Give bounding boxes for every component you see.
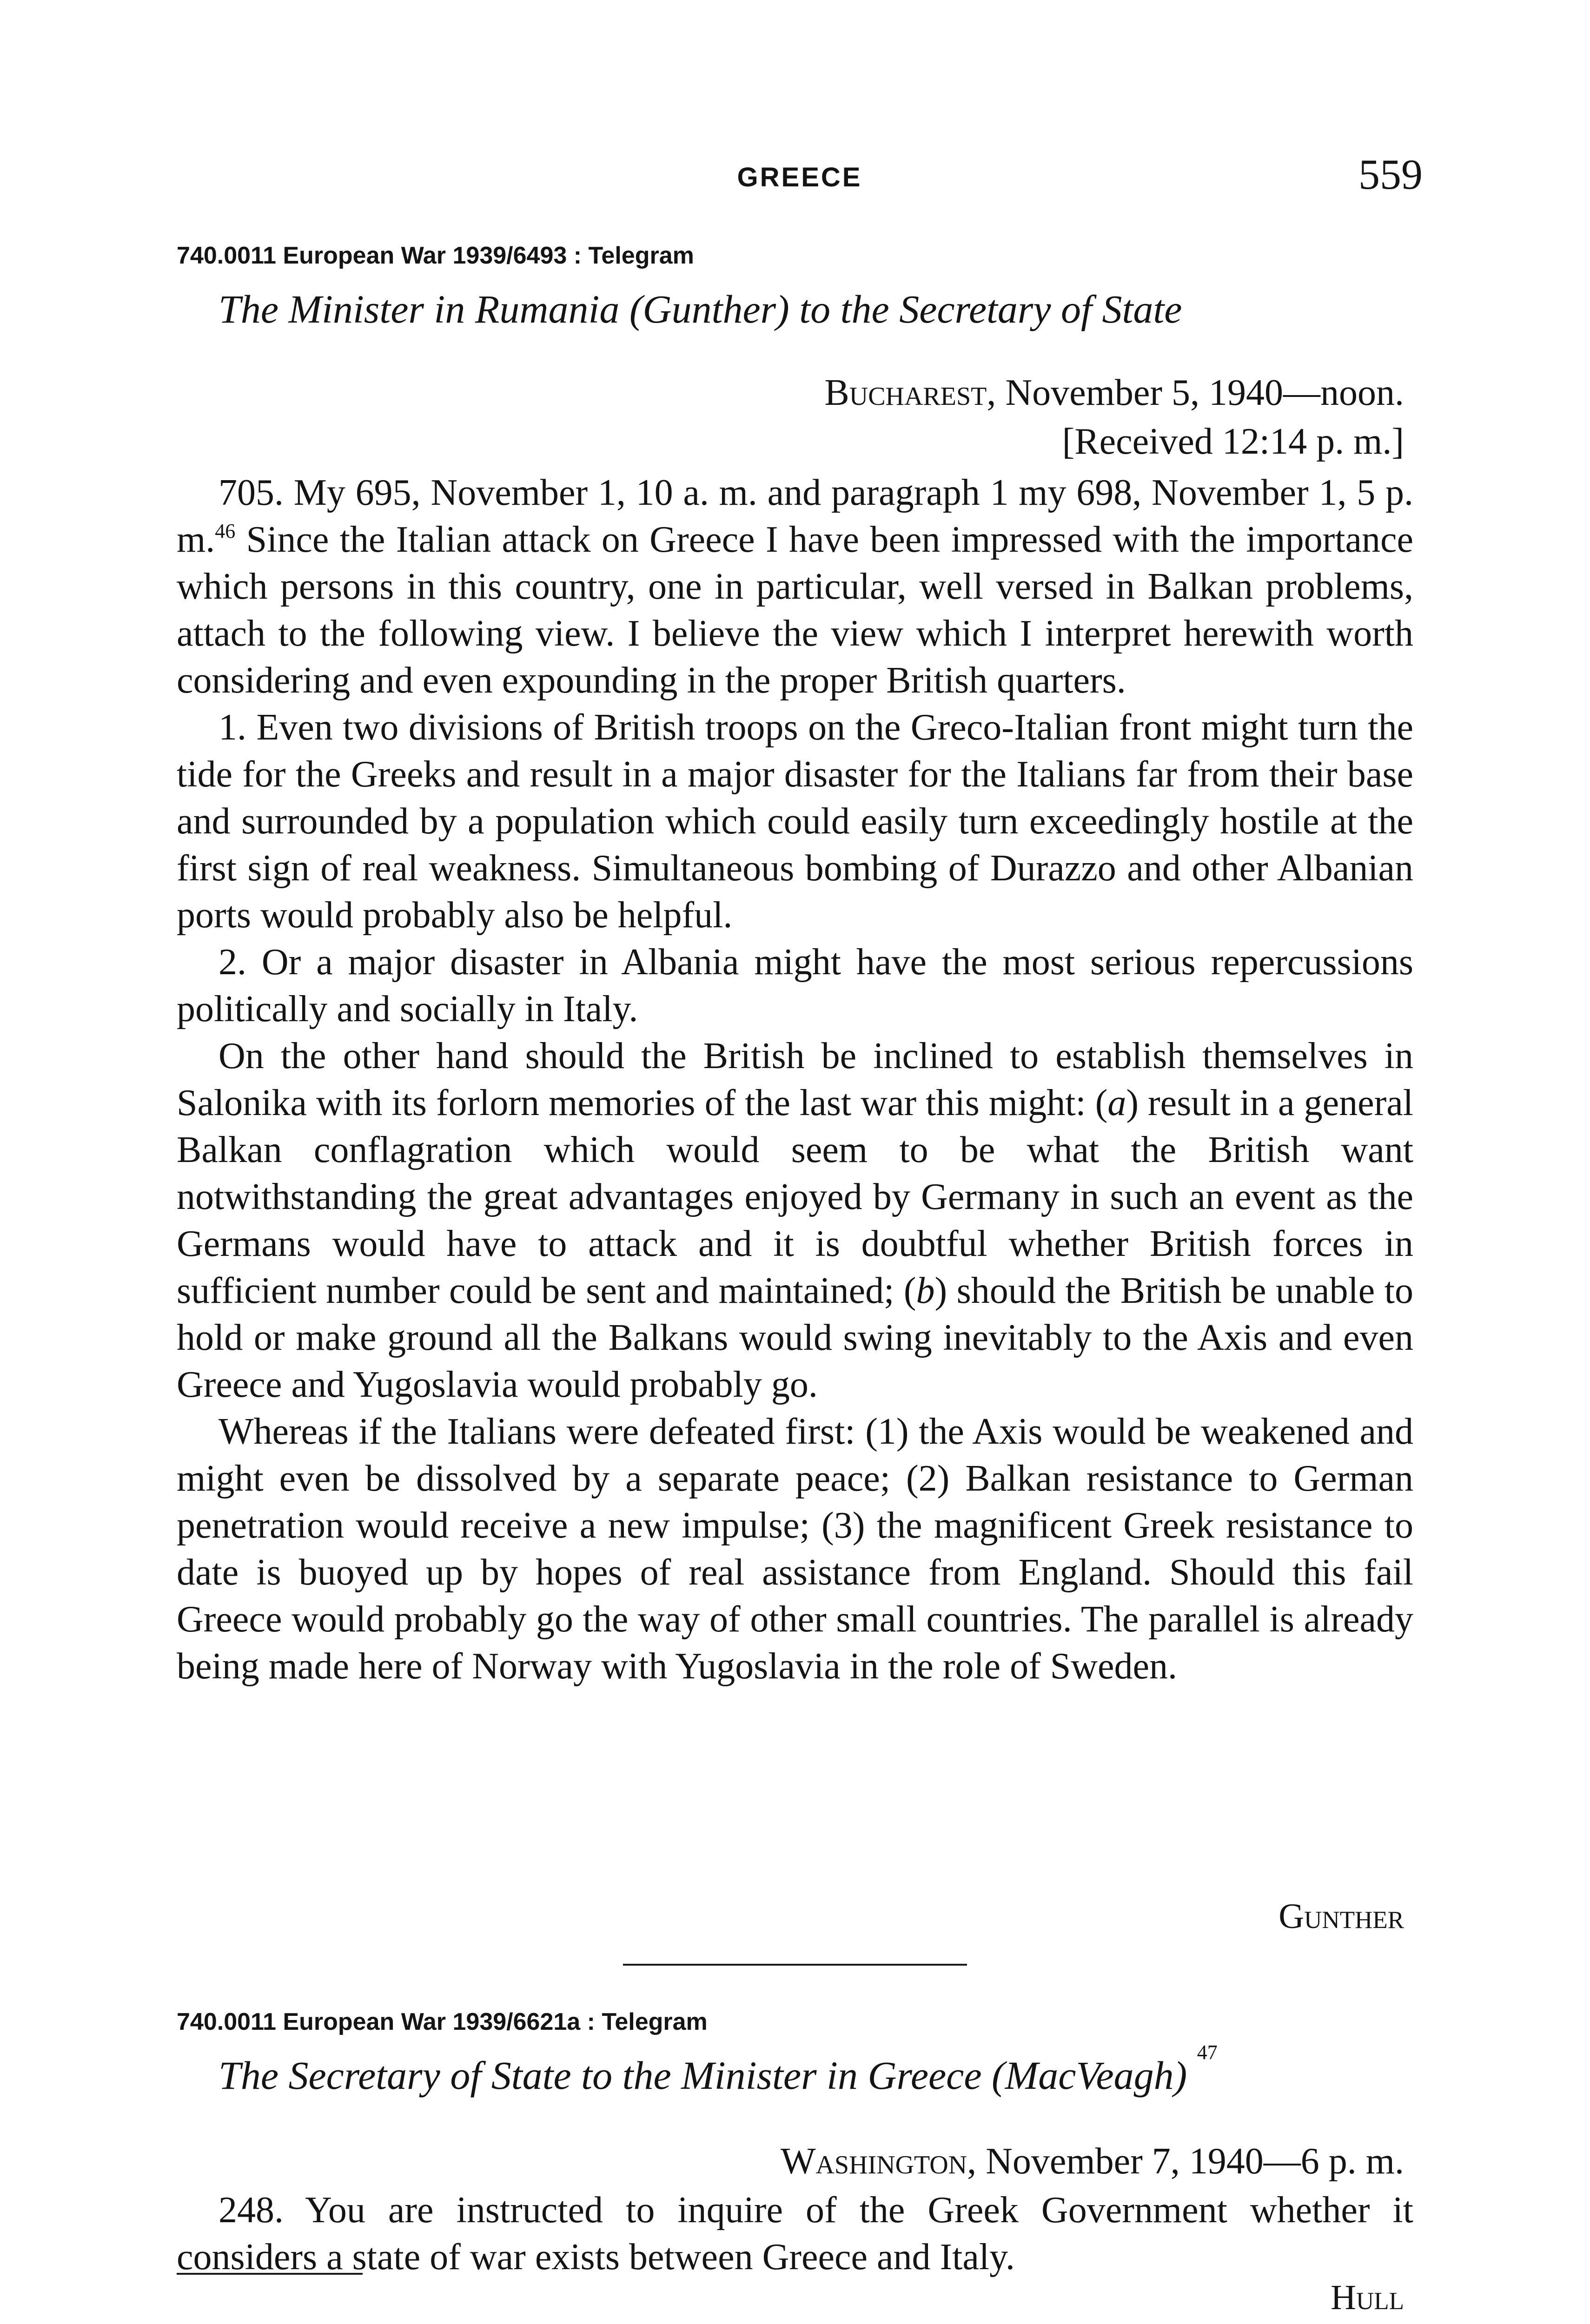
body-paragraph: 248. You are instructed to inquire of the Greek Government whether it considers a state of war exists between Greece and Italy. <box>177 2190 1413 2278</box>
dateline-date-1: November 5, 1940—noon. <box>1005 372 1404 413</box>
dateline-2 <box>781 2140 1404 2183</box>
body-paragraph: 2. Or a major disaster in Albania might have the most serious repercussions politically and socially in Italy. <box>177 942 1413 1030</box>
file-reference-1: 740.0011 European War 1939/6493 : Telegram <box>177 242 694 269</box>
file-reference-2: 740.0011 European War 1939/6621a : Telegram <box>177 2008 708 2035</box>
body-paragraph: 705. My 695, November 1, 10 a. m. and paragraph 1 my 698, November 1, 5 p. m.$^{46}$ Since the Italian attack on Greece I have been impressed with the importance which persons in this country, one in particular, well versed in Balkan problems, attach to the following view. I believe the view which I interpret herewith worth considering and even expounding in the proper British quarters. <box>177 472 1413 701</box>
body-paragraph: On the other hand should the British be inclined to establish themselves in Salonika with its forlorn memories of the last war this might: (a) result in a general Balkan conflagration which would seem to be what the British want notwithstanding the great advantages enjoyed by Germany in such an event as the Germans would have to attack and it is doubtful whether British forces in sufficient number could be sent and maintained; (b) should the British be unable to hold or make ground all the Balkans would swing inevitably to the Axis and even Greece and Yugoslavia would probably go. <box>177 1036 1413 1405</box>
received-line: [Received 12:14 p. m.] <box>1062 421 1404 462</box>
document-body-1 <box>177 469 1413 1690</box>
document-title-2: The Secretary of State to the Minister in Greece (MacVeagh) $^{47}$ <box>219 2041 1218 2098</box>
dateline-1 <box>824 372 1404 414</box>
page-header <box>177 151 1423 214</box>
body-paragraph: Whereas if the Italians were defeated first: (1) the Axis would be weakened and might even be dissolved by a separate peace; (2) Balkan resistance to German penetration would receive a new impulse; (3) the magnificent Greek resistance to date is buoyed up by hopes of real assistance from England. Should this fail Greece would probably go the way of other small countries. The parallel is already being made here of Norway with Yugoslavia in the role of Sweden. <box>177 1411 1413 1687</box>
section-divider <box>623 1964 967 1966</box>
signature-1: Gunther <box>1279 1897 1404 1936</box>
dateline-place-1: Bucharest, <box>824 372 996 413</box>
running-title: GREECE <box>737 162 862 192</box>
dateline-place-2: Washington, <box>780 2141 977 2182</box>
footnote-reference: 46 <box>215 520 236 542</box>
signature-2: Hull <box>1331 2278 1404 2317</box>
document-body-2 <box>177 2187 1413 2281</box>
body-paragraph: 1. Even two divisions of British troops on the Greco-Italian front might turn the tide for the Greeks and result in a major disaster for the Italians far from their base and surrounded by a population which could easily turn exceedingly hostile at the first sign of real weakness. Simultaneous bombing of Durazzo and other Albanian ports would probably also be helpful. <box>177 707 1413 936</box>
footnote-divider <box>177 2273 363 2275</box>
document-title-1: The Minister in Rumania (Gunther) to the Secretary of State <box>219 287 1182 331</box>
page-number: 559 <box>1358 151 1423 198</box>
footnote-reference: 47 <box>1197 2041 1218 2064</box>
dateline-date-2: November 7, 1940—6 p. m. <box>986 2141 1404 2182</box>
